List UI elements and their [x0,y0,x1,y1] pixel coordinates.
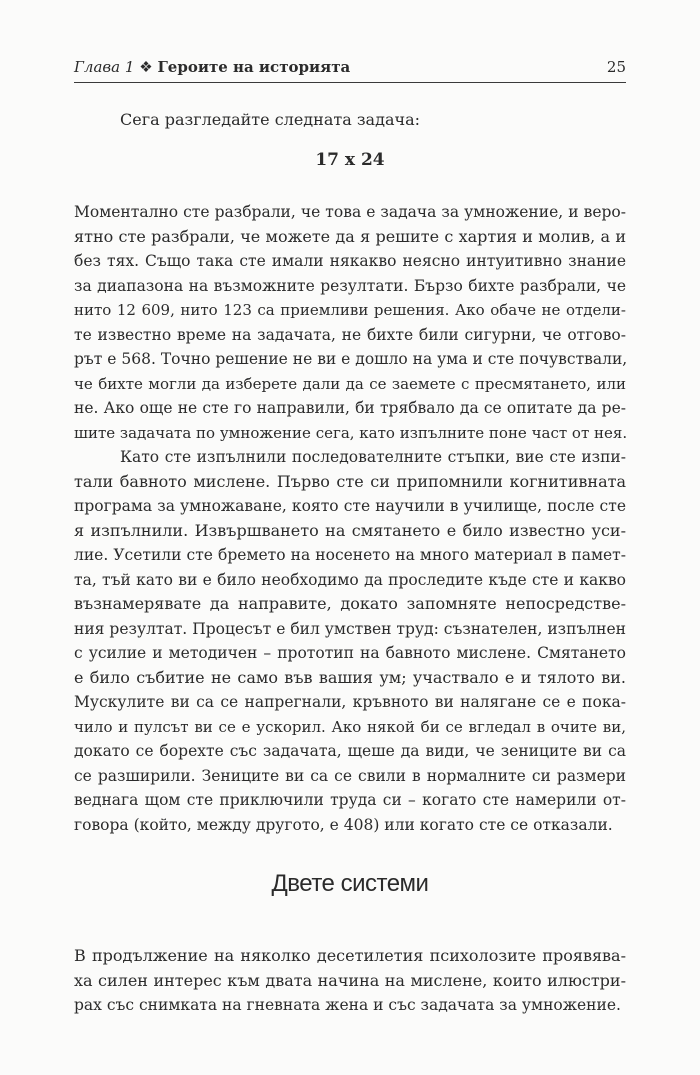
text-line: ха силен интерес към двата начина на мислене, които илюстри- [74,970,626,990]
paragraph-1 [74,200,626,445]
chapter-reference [74,58,350,76]
text-line: шите задачата по умножение сега, като изпълните поне част от нея. [74,423,628,442]
text-line: докато се борехте със задачата, щеше да види, че зениците ви са [74,742,626,760]
text-line: та, тъй като ви е било необходимо да проследите къде сте и какво [74,570,626,589]
text-line: веднага щом сте приключили труда си – когато сте намерили от- [74,791,626,809]
text-line: рах със снимката на гневната жена и със задачата за умножение. [74,996,621,1014]
text-line: чило и пулсът ви се е ускорил. Ако някой би се вгледал в очите ви, [74,717,626,736]
text-line: програма за умножаване, която сте научили в училище, после сте [74,497,626,515]
text-line: я изпълнили. Извършването на смятането е било известно уси- [74,520,626,540]
intro-line: Сега разгледайте следната задача: [120,110,420,129]
text-line: се разширили. Зениците ви са се свили в нормалните си размери [74,766,626,785]
paragraph-3 [74,944,626,1018]
section-heading: Двете системи [271,870,429,897]
text-line: Като сте изпълнили последователните стъпки, вие сте изпи- [120,448,626,466]
text-line: възнамерявате да направите, докато запомняте непосредстве- [74,594,626,613]
paragraph-2 [74,445,626,837]
page-number: 25 [606,58,626,76]
text-line: В продължение на няколко десетилетия психолозите проявява- [74,946,626,965]
text-line: е било събитие не само във вашия ум; участвало е и тялото ви. [74,667,626,687]
text-line: Мускулите ви са се напрегнали, кръвното ви налягане се е пока- [74,693,626,711]
text-line: нито 12 609, нито 123 са приемливи решения. Ако обаче не отдели- [74,301,626,319]
multiplication-formula: 17 x 24 [315,150,385,170]
text-line: ятно сте разбрали, че можете да я решите с хартия и молив, а и [74,226,626,246]
text-line: Моментално сте разбрали, че това е задача за умножение, и веро- [74,203,626,221]
text-line: без тях. Също така сте имали някакво неясно интуитивно знание [74,252,626,270]
text-line: че бихте могли да изберете дали да се заемете с пресмятането, или [74,374,626,393]
text-line: с усилие и методичен – прототип на бавното мислене. Смятането [74,644,626,662]
chapter-label: Глава 1 [74,58,135,76]
text-line: тали бавното мислене. Първо сте си припомнили когнитивната [74,471,626,491]
text-line: не. Ако още не сте го направили, би трябвало да се опитате да ре- [74,399,626,417]
text-line: те известно време на задачата, не бихте били сигурни, че отгово- [74,325,626,344]
text-line: говора (който, между другото, е 408) или когато сте се отказали. [74,815,613,834]
text-line: ния резултат. Процесът е бил умствен труд: съзнателен, изпълнен [74,619,626,638]
text-line: лие. Усетили сте бремето на носенето на много материал в памет- [74,546,626,564]
text-line: рът е 568. Точно решение не ви е дошло на ума и сте почувствали, [74,350,628,368]
text-line: за диапазона на възможните резултати. Бързо бихте разбрали, че [74,276,626,295]
ornament-separator: ❖ [139,58,153,76]
chapter-title: Героите на историята [157,58,351,76]
running-header [74,56,626,83]
